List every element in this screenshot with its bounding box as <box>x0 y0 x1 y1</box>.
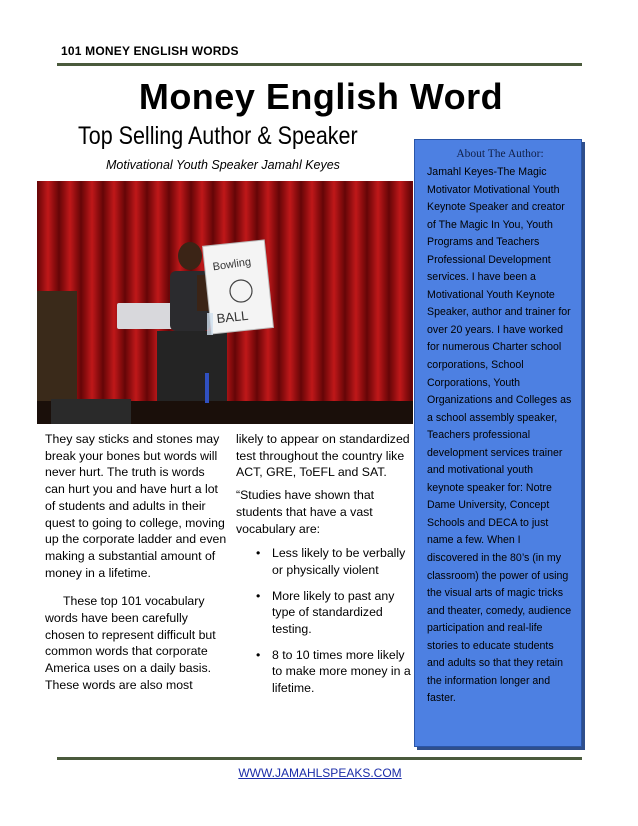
list-item <box>236 647 416 697</box>
bullet-icon: • <box>256 546 261 561</box>
list-item-text: 8 to 10 times more likely to make more money in a lifetime. <box>272 647 411 696</box>
tagline: Motivational Youth Speaker Jamahl Keyes <box>106 158 340 172</box>
benefits-list <box>236 545 416 697</box>
left-column <box>45 431 227 694</box>
sidebar-body: Jamahl Keyes-The Magic Motivator Motivational Youth Keynote Speaker and creator of The Magic In You, Youth Programs and Teachers Professional Development services. I have been a Motivational Youth Keynote Speaker, author and trainer for over 20 years. I have worked for numerous Charter school corporations, School Corporations, Youth Organizations and Colleges as a school assembly speaker, Teachers professional development services trainer and motivational youth keynote speaker for: Notre Dame University, Concept Schools and DECA to just name a few. When I discovered in the 80’s (in my classroom) the power of using the visual arts of magic tricks and theater, comedy, audience participation and real-life stories to educate students and adults so that they retain the information longer and faster. <box>427 166 572 705</box>
sidebar-title: About The Author: <box>456 148 544 160</box>
bottom-divider <box>57 757 582 760</box>
middle-column <box>236 431 416 706</box>
bullet-icon: • <box>256 647 261 662</box>
bullet-icon: • <box>256 588 261 603</box>
list-item-text: Less likely to be verbally or physically violent <box>272 546 406 577</box>
speaker-photo <box>37 181 413 424</box>
board-text-bottom: BALL <box>215 307 250 327</box>
list-item <box>236 545 416 578</box>
middle-paragraph-2: “Studies have shown that students that have a vast vocabulary are: <box>236 488 375 536</box>
subtitle: Top Selling Author & Speaker <box>78 122 358 150</box>
top-divider <box>57 63 582 66</box>
left-paragraph-1: They say sticks and stones may break your bones but words will never hurt. The truth is words can hurt you and have hurt a lot of students and adults in their quest to going to college, moving up the corporate ladder and even making a substantial amount of money in a lifetime. <box>45 432 227 580</box>
list-item <box>236 588 416 638</box>
list-item-text: More likely to past any type of standardized testing. <box>272 588 395 637</box>
header-label: 101 MONEY ENGLISH WORDS <box>61 44 239 58</box>
website-link[interactable]: WWW.JAMAHLSPEAKS.COM <box>238 766 402 780</box>
page-title: Money English Word <box>138 76 504 117</box>
middle-paragraph-1: likely to appear on standardized test throughout the country like ACT, GRE, ToEFL and SAT. <box>236 432 410 480</box>
left-paragraph-2: These top 101 vocabulary words have been carefully chosen to represent difficult but common words that corporate America uses on a daily basis. These words are also most <box>45 594 216 692</box>
board-text-top: Bowling <box>211 256 252 274</box>
about-author-sidebar <box>414 139 582 747</box>
